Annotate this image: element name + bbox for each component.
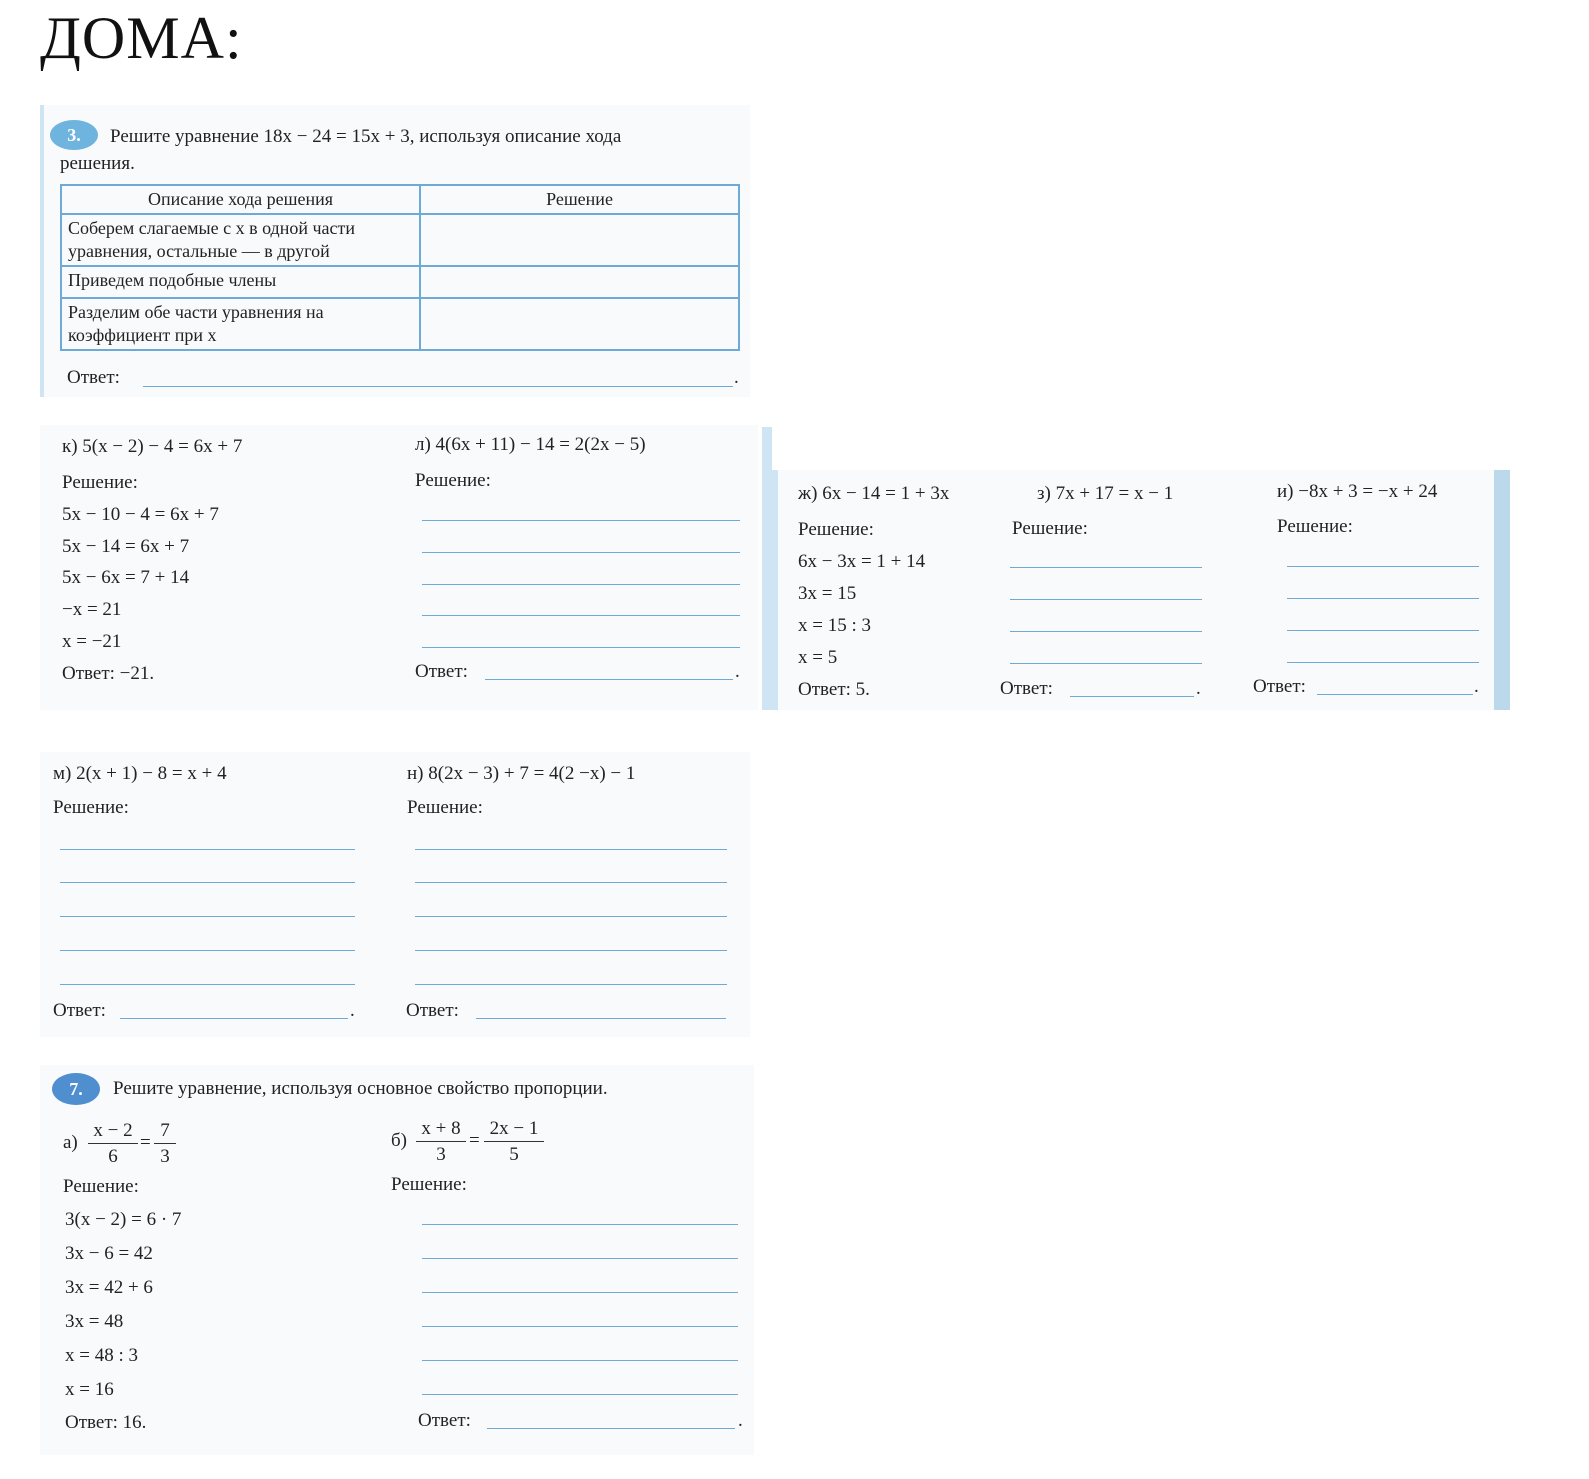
exercise-k-l-card — [40, 425, 758, 710]
solution-step: 5x − 6x = 7 + 14 — [62, 567, 190, 588]
solution-step: 5x − 10 − 4 = 6x + 7 — [62, 504, 219, 525]
equation-z: з) 7x + 17 = x − 1 — [1037, 483, 1174, 504]
solution-step: 3x − 6 = 42 — [65, 1243, 153, 1264]
solution-line[interactable] — [422, 615, 740, 616]
equation-k: к) 5(x − 2) − 4 = 6x + 7 — [62, 436, 243, 457]
answer-line[interactable] — [1317, 694, 1473, 695]
solution-line[interactable] — [422, 1360, 738, 1361]
page-title: ДОМА: — [40, 5, 243, 71]
item-a-label: а) — [63, 1132, 78, 1153]
solution-step: x = 16 — [65, 1379, 114, 1400]
answer-line[interactable] — [476, 1018, 726, 1019]
equation-zh: ж) 6x − 14 = 1 + 3x — [798, 483, 950, 504]
solution-line[interactable] — [422, 1292, 738, 1293]
answer-line[interactable] — [485, 679, 733, 680]
task-3-card — [40, 105, 750, 397]
solution-line[interactable] — [415, 849, 727, 850]
solution-label: Решение: — [62, 472, 138, 493]
step-description — [61, 214, 420, 266]
fraction-right — [154, 1121, 176, 1166]
solution-step: x = 5 — [798, 647, 838, 668]
denominator: 5 — [509, 1144, 519, 1165]
solution-step: −x = 21 — [62, 599, 122, 620]
numerator: 2x − 1 — [484, 1119, 544, 1142]
solution-line[interactable] — [60, 849, 355, 850]
solution-line[interactable] — [422, 552, 740, 553]
answer-line[interactable] — [120, 1018, 348, 1019]
solution-line[interactable] — [415, 882, 727, 883]
solution-line[interactable] — [1287, 566, 1479, 567]
solution-step: x = 48 : 3 — [65, 1345, 138, 1366]
exercise-m-n-card — [40, 752, 750, 1037]
table-header-row — [61, 185, 739, 214]
task-3-prompt-line1: Решите уравнение 18x − 24 = 15x + 3, используя описание хода — [110, 126, 622, 147]
answer-line[interactable] — [487, 1428, 735, 1429]
answer-period: . — [734, 367, 739, 388]
answer-label: Ответ: — [53, 1000, 106, 1021]
solution-line[interactable] — [422, 520, 740, 521]
task-7-prompt: Решите уравнение, используя основное свойство пропорции. — [113, 1078, 608, 1099]
solution-step: 5x − 14 = 6x + 7 — [62, 536, 190, 557]
solution-line[interactable] — [1287, 630, 1479, 631]
table-row — [61, 298, 739, 350]
solution-line[interactable] — [1287, 662, 1479, 663]
solution-label: Решение: — [1012, 518, 1088, 539]
equation-m: м) 2(x + 1) − 8 = x + 4 — [53, 763, 227, 784]
task-7-card — [40, 1065, 754, 1455]
solution-label: Решение: — [798, 519, 874, 540]
denominator: 6 — [108, 1146, 118, 1167]
denominator: 3 — [160, 1146, 170, 1167]
step-line: Приведем подобные члены — [68, 270, 277, 290]
solution-step: 3(x − 2) = 6 · 7 — [65, 1209, 182, 1230]
solution-step: 6x − 3x = 1 + 14 — [798, 551, 926, 572]
solution-step: x = −21 — [62, 631, 122, 652]
solution-line[interactable] — [422, 1224, 738, 1225]
solution-line[interactable] — [422, 1394, 738, 1395]
fraction-left — [88, 1121, 138, 1166]
answer-period: . — [738, 1410, 743, 1431]
solution-line[interactable] — [1010, 631, 1202, 632]
equation-i: и) −8x + 3 = −x + 24 — [1277, 481, 1438, 502]
step-line: Соберем слагаемые с x в одной части — [68, 218, 356, 238]
numerator: x + 8 — [416, 1119, 466, 1142]
task-number-badge: 7. — [52, 1073, 100, 1105]
solution-line[interactable] — [422, 584, 740, 585]
denominator: 3 — [436, 1144, 446, 1165]
answer-line[interactable] — [1070, 696, 1194, 697]
solution-line[interactable] — [1287, 598, 1479, 599]
answer-label: Ответ: — [1000, 678, 1053, 699]
task-number-badge: 3. — [50, 120, 98, 150]
equals-sign: = — [469, 1130, 480, 1151]
solution-line[interactable] — [60, 882, 355, 883]
solution-line[interactable] — [1010, 663, 1202, 664]
step-description — [61, 266, 420, 298]
fraction-left — [416, 1119, 466, 1164]
solution-step: 3x = 42 + 6 — [65, 1277, 153, 1298]
numerator: x − 2 — [88, 1121, 138, 1144]
solution-line[interactable] — [60, 950, 355, 951]
solution-label: Решение: — [53, 797, 129, 818]
solution-label: Решение: — [63, 1176, 139, 1197]
card-edge-bar — [762, 427, 772, 710]
card-edge-bar — [40, 105, 44, 397]
fraction-right — [484, 1119, 544, 1164]
answer-label: Ответ: — [1253, 676, 1306, 697]
solution-line[interactable] — [1010, 599, 1202, 600]
solution-step: x = 15 : 3 — [798, 615, 871, 636]
task-3-prompt-line2: решения. — [60, 153, 135, 174]
solution-label: Решение: — [415, 470, 491, 491]
solution-line[interactable] — [422, 1258, 738, 1259]
item-b-label: б) — [391, 1130, 407, 1151]
solution-step: 3x = 48 — [65, 1311, 124, 1332]
card-edge-bar — [1494, 470, 1510, 710]
card-edge-bar — [772, 470, 778, 710]
solution-cell[interactable] — [420, 298, 739, 350]
answer-label: Ответ: — [415, 661, 468, 682]
answer-text: Ответ: −21. — [62, 663, 155, 684]
table-row — [61, 214, 739, 266]
solution-line[interactable] — [415, 916, 727, 917]
table-row — [61, 266, 739, 298]
solution-cell[interactable] — [420, 214, 739, 266]
solution-label: Решение: — [1277, 516, 1353, 537]
solution-line[interactable] — [422, 1326, 738, 1327]
step-line: Разделим обе части уравнения на — [68, 302, 324, 322]
answer-line[interactable] — [143, 386, 733, 387]
answer-label: Ответ: — [67, 367, 120, 388]
solution-label: Решение: — [391, 1174, 467, 1195]
exercise-zh-z-i-card — [772, 470, 1510, 710]
table-header-solution: Решение — [420, 185, 739, 214]
answer-period: . — [1474, 676, 1479, 697]
answer-text: Ответ: 16. — [65, 1412, 147, 1433]
solution-line[interactable] — [415, 984, 727, 985]
solution-line[interactable] — [422, 647, 740, 648]
solution-label: Решение: — [407, 797, 483, 818]
solution-line[interactable] — [1010, 567, 1202, 568]
solution-line[interactable] — [60, 916, 355, 917]
step-line: уравнения, остальные — в другой — [68, 241, 330, 261]
answer-period: . — [350, 1000, 355, 1021]
solution-line[interactable] — [415, 950, 727, 951]
step-description — [61, 298, 420, 350]
answer-period: . — [735, 661, 740, 682]
step-line: коэффициент при x — [68, 325, 217, 345]
table-header-description: Описание хода решения — [61, 185, 420, 214]
answer-period: . — [1196, 678, 1201, 699]
answer-text: Ответ: 5. — [798, 679, 870, 700]
solution-step: 3x = 15 — [798, 583, 857, 604]
answer-label: Ответ: — [406, 1000, 459, 1021]
equals-sign: = — [140, 1132, 151, 1153]
solution-steps-table — [60, 184, 740, 351]
equation-l: л) 4(6x + 11) − 14 = 2(2x − 5) — [415, 434, 646, 455]
numerator: 7 — [154, 1121, 176, 1144]
equation-n: н) 8(2x − 3) + 7 = 4(2 −x) − 1 — [407, 763, 636, 784]
solution-cell[interactable] — [420, 266, 739, 298]
answer-label: Ответ: — [418, 1410, 471, 1431]
solution-line[interactable] — [60, 984, 355, 985]
